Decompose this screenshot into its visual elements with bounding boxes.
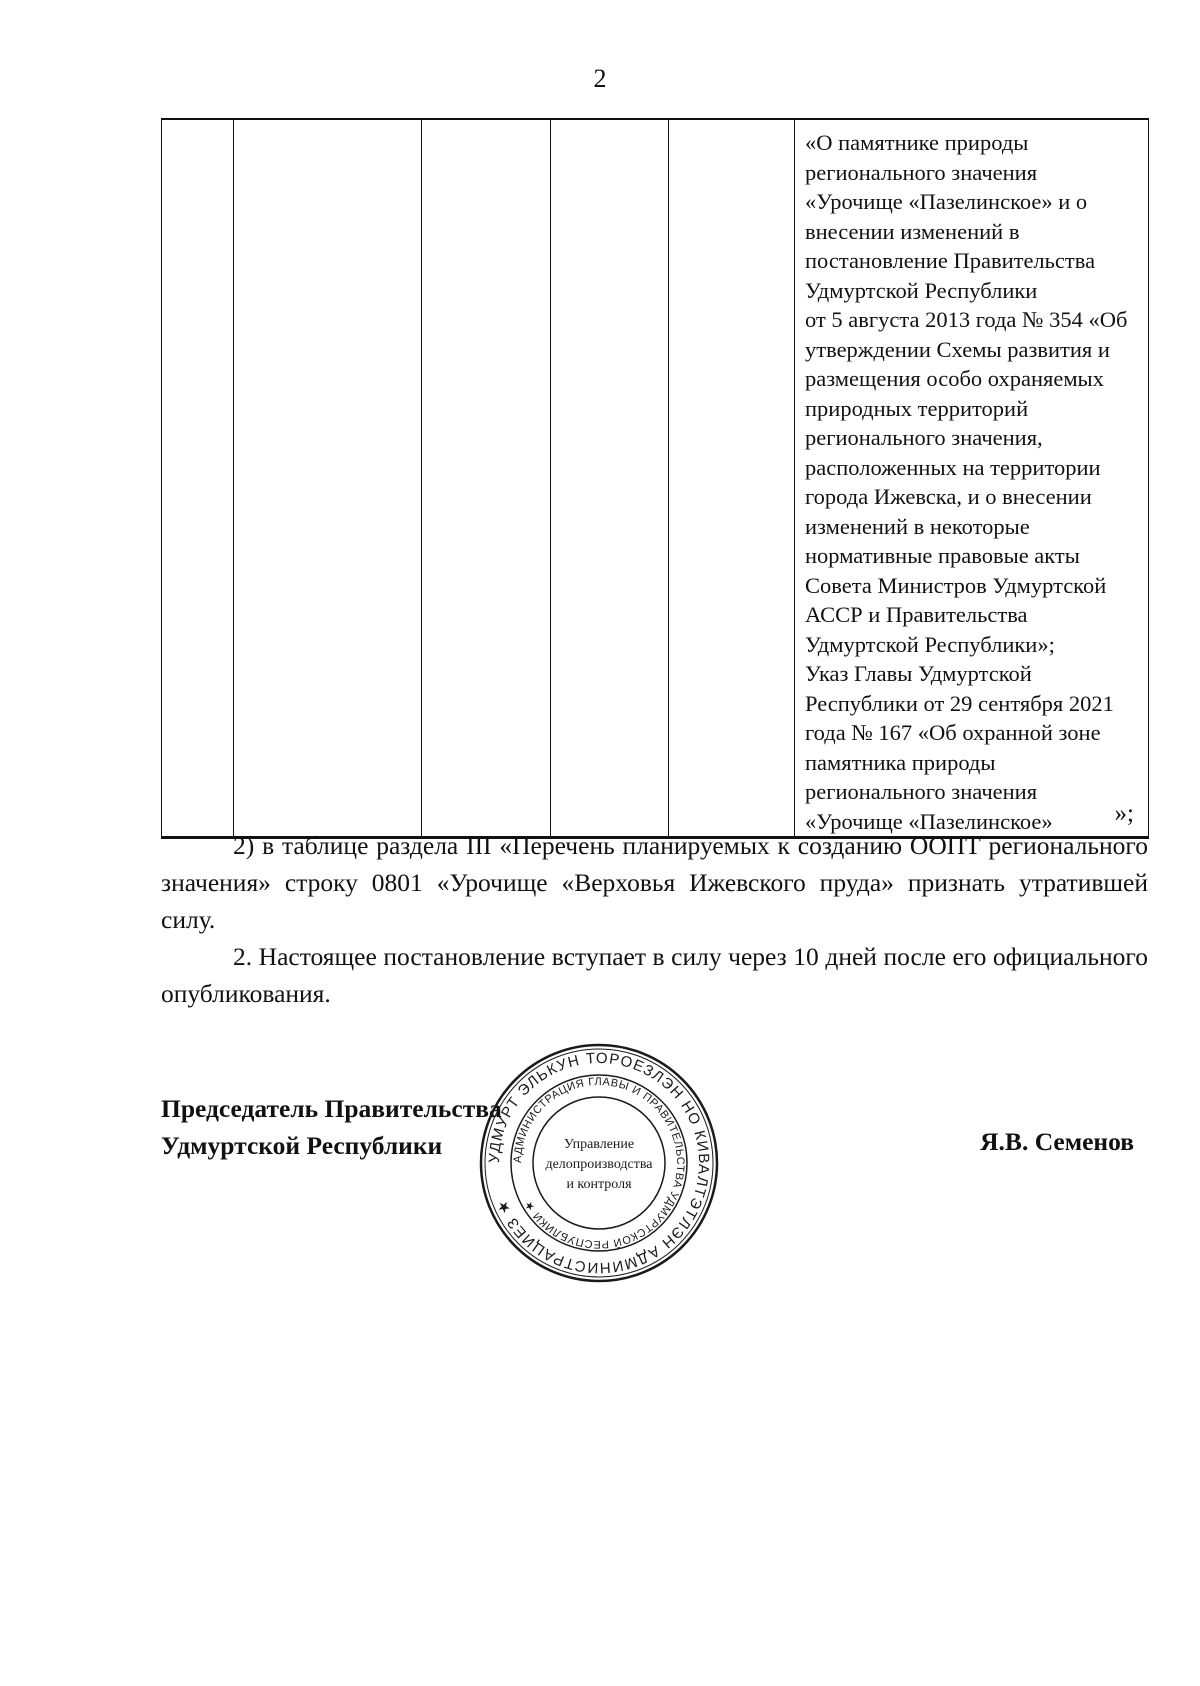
cell-line: Совета Министров Удмуртской (805, 572, 1107, 598)
cell-line: утверждении Схемы развития и (805, 336, 1110, 362)
cell-line: года № 167 «Об охранной зоне (805, 720, 1101, 745)
cell-line: Республики от 29 сентября 2021 (805, 690, 1114, 716)
cell-line: внесении изменений в (805, 218, 1020, 244)
signature-title (161, 1090, 502, 1164)
seal-center-line-1: Управление (563, 1137, 635, 1152)
cell-line: регионального значения (805, 779, 1038, 804)
cell-line: от 5 августа 2013 года № 354 «Об (805, 307, 1128, 332)
cell-line: «О памятнике природы (805, 130, 1029, 155)
cell-line: «Урочище «Пазелинское» (805, 808, 1053, 834)
table-cell-empty-2 (234, 119, 422, 838)
signatory-name: Я.В. Семенов (980, 1127, 1134, 1156)
page-number: 2 (593, 64, 607, 93)
cell-line: Указ Главы Удмуртской (805, 661, 1032, 686)
paragraph-amendment: 2) в таблице раздела III «Перечень планируемых к созданию ООПТ регионального значения» строку 0801 «Урочище «Верховья Ижевского пруда» признать утратившей силу. (161, 831, 1148, 934)
continuation-table (161, 118, 1149, 839)
closing-quote: »; (1114, 800, 1134, 827)
signature-title-line-2: Удмуртской Республики (161, 1131, 443, 1160)
seal-inner-text: АДМИНИСТРАЦИЯ ГЛАВЫ И ПРАВИТЕЛЬСТВА УДМУРТСКОЙ РЕСПУБЛИКИ ★ (511, 1075, 687, 1251)
table-cell-empty-3 (422, 119, 551, 838)
cell-line: постановление Правительства (805, 248, 1096, 273)
cell-line: АССР и Правительства (805, 602, 1028, 627)
cell-line: памятника природы (805, 749, 996, 775)
cell-line: Удмуртской Республики»; (805, 631, 1055, 657)
paragraph-effective-date: 2. Настоящее постановление вступает в силу через 10 дней после его официального опубликования. (161, 942, 1148, 1008)
cell-line: нормативные правовые акты (805, 543, 1080, 568)
seal-outer-text: УДМУРТ ЭЛЬКУН ТОРОЕЗЛЭН НО КИВАЛТЭТЛЭН АДМИНИСТРАЦИЕЗ ★ (485, 1049, 713, 1277)
cell-line: регионального значения (805, 159, 1038, 185)
seal-graphic (476, 1040, 722, 1286)
cell-line: регионального значения, (805, 425, 1043, 450)
seal-center-line-2: делопроизводства (545, 1157, 653, 1172)
table-cell-empty-1 (162, 119, 234, 838)
table-cell-empty-4 (551, 119, 669, 838)
cell-line: «Урочище «Пазелинское» и о (805, 189, 1088, 214)
signature-title-line-1: Председатель Правительства (161, 1094, 502, 1123)
cell-line: природных территорий (805, 395, 1029, 421)
official-seal (476, 1040, 722, 1286)
cell-line: размещения особо охраняемых (805, 366, 1104, 391)
seal-center-line-3: и контроля (566, 1177, 632, 1192)
table-cell-legal-basis (795, 119, 1149, 838)
table-cell-empty-5 (669, 119, 795, 838)
cell-line: расположенных на территории (805, 454, 1101, 480)
cell-line: города Ижевска, и о внесении (805, 484, 1092, 509)
cell-line: изменений в некоторые (805, 513, 1030, 539)
cell-line: Удмуртской Республики (805, 277, 1038, 303)
